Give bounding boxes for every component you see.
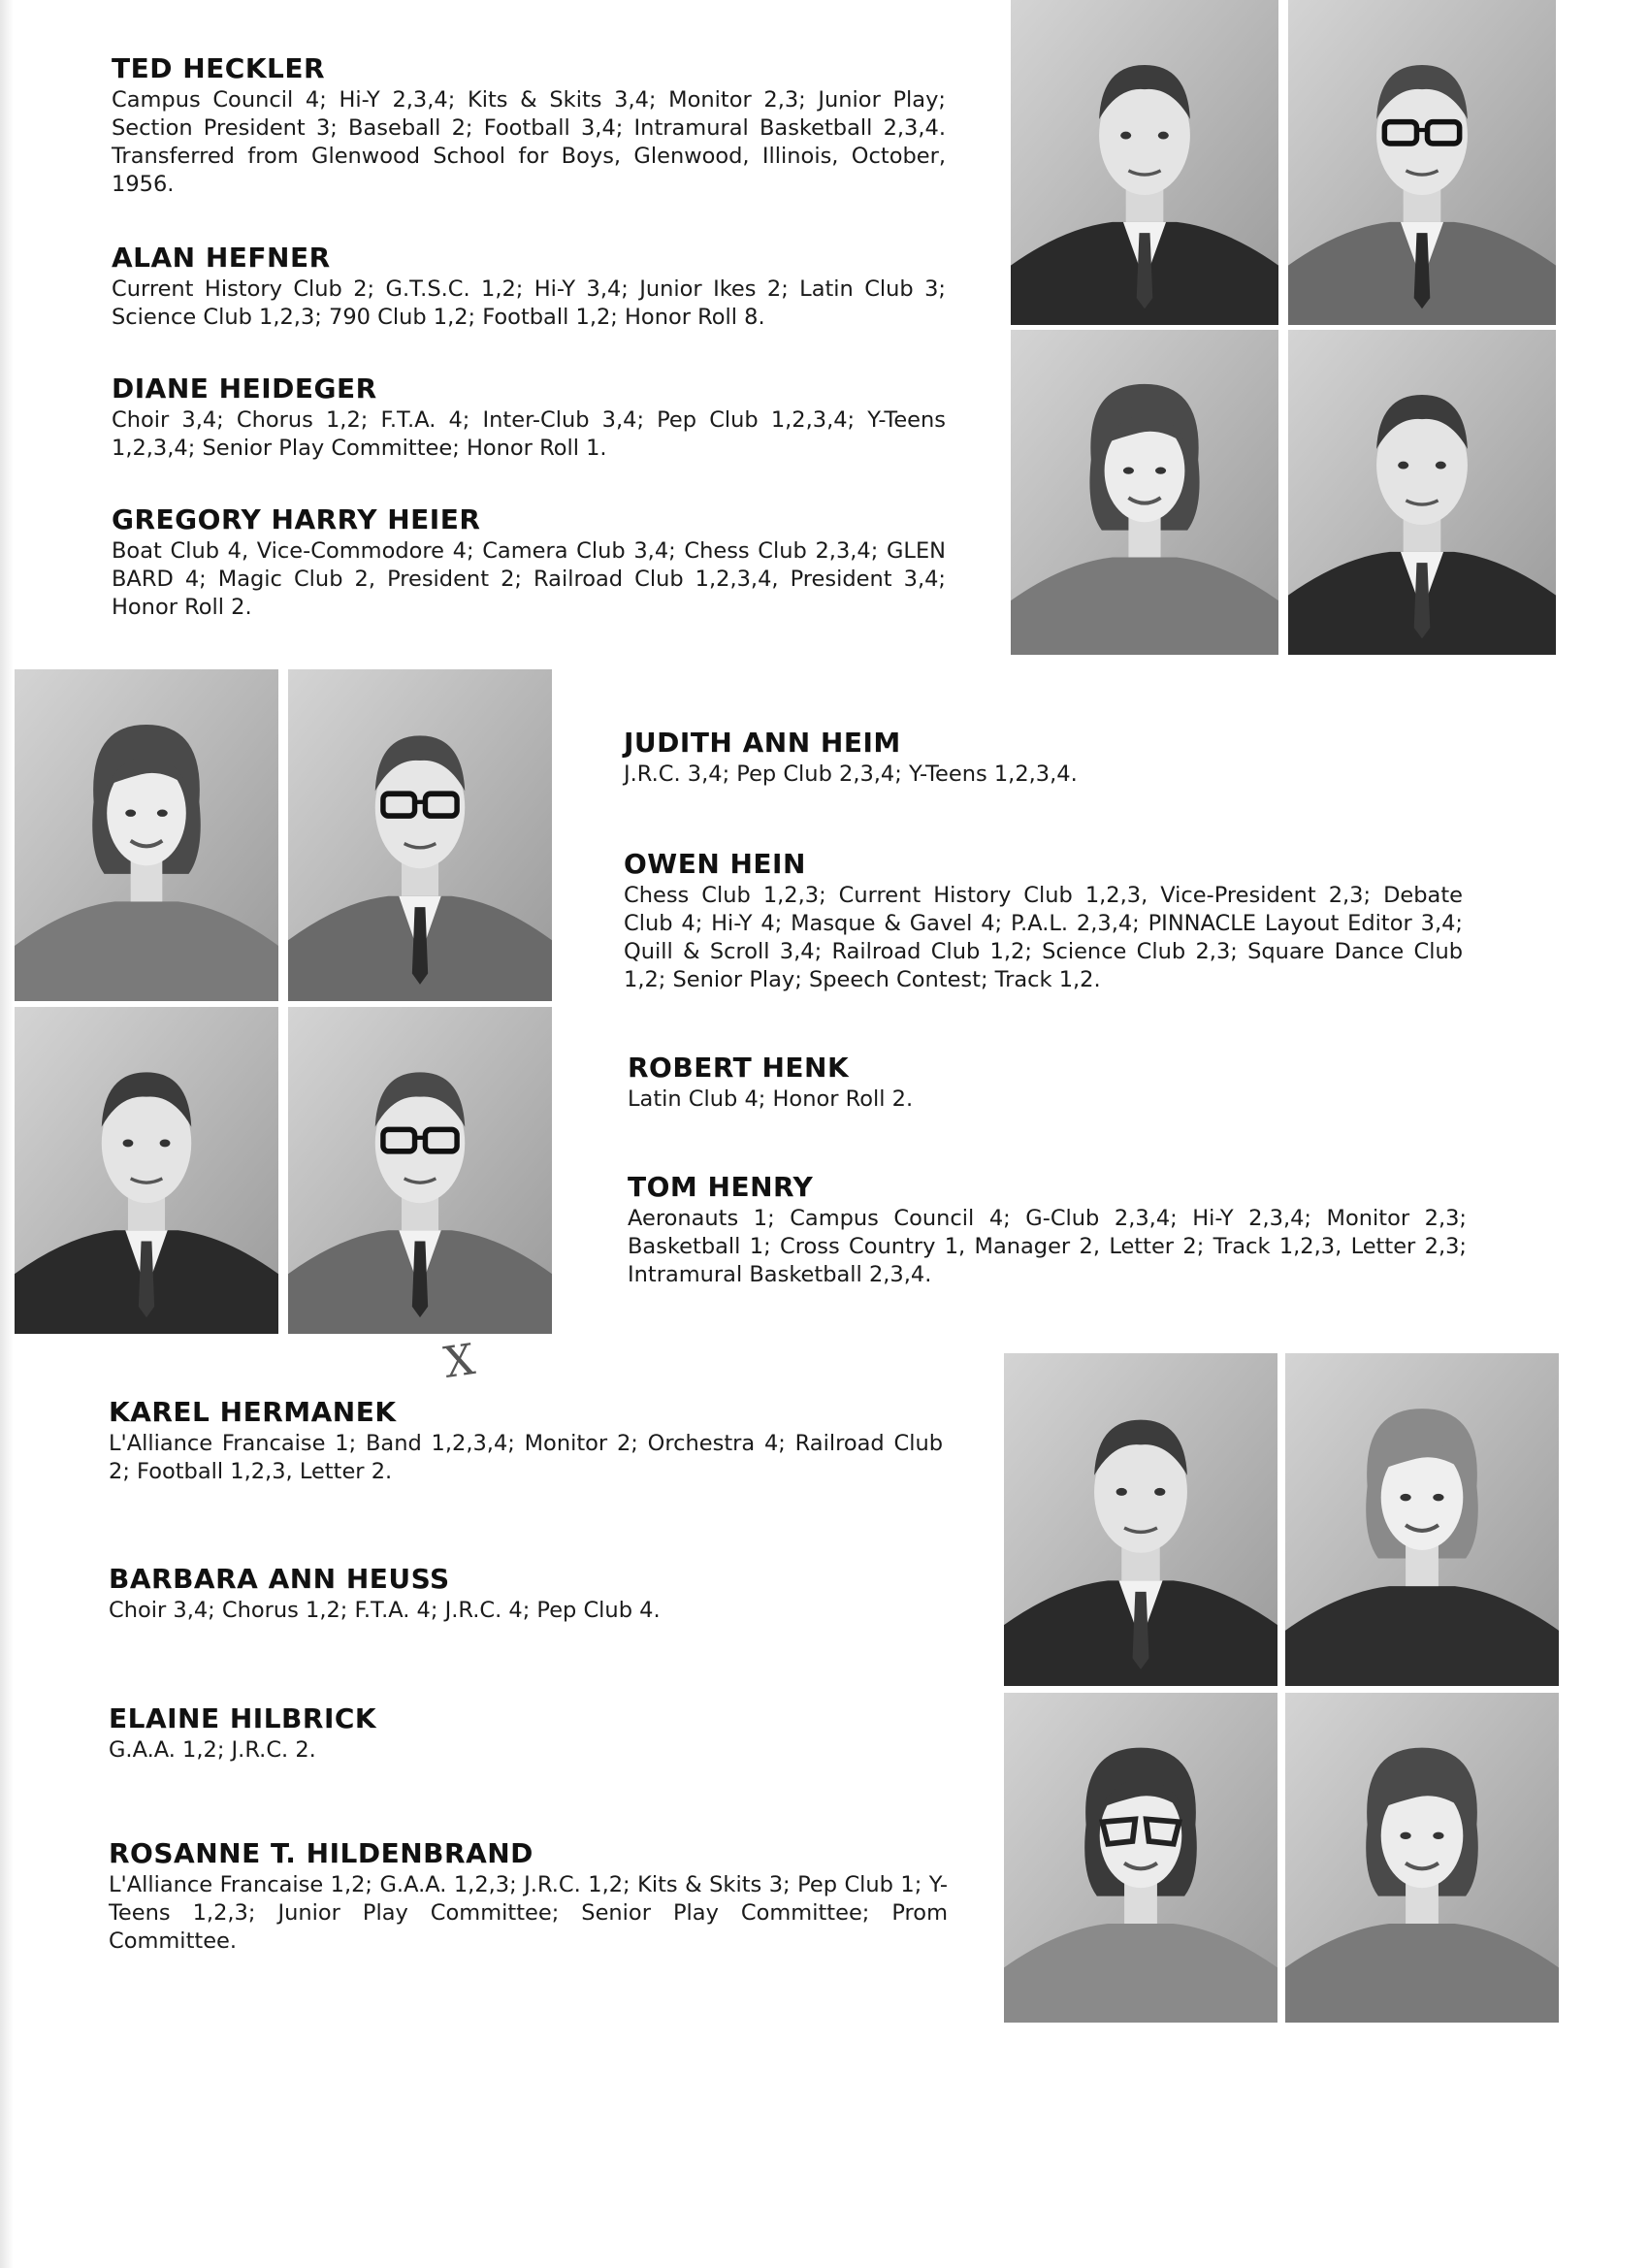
student-activities: L'Alliance Francaise 1; Band 1,2,3,4; Monitor 2; Orchestra 4; Railroad Club 2; Football 1,2,3, Letter 2. [109,1431,943,1484]
student-entry [112,53,946,199]
portrait-photo [1011,0,1278,325]
student-activities: Choir 3,4; Chorus 1,2; F.T.A. 4; Inter-Club 3,4; Pep Club 1,2,3,4; Y-Teens 1,2,3,4; Senior Play Committee; Honor Roll 1. [112,407,946,461]
student-entry [109,1838,948,1956]
student-name: ROBERT HENK [628,1052,850,1084]
portrait-photo [15,1007,278,1334]
student-activities: Current History Club 2; G.T.S.C. 1,2; Hi-Y 3,4; Junior Ikes 2; Latin Club 3; Science Club 1,2,3; 790 Club 1,2; Football 1,2; Honor Roll 8. [112,276,946,330]
student-name: JUDITH ANN HEIM [624,727,901,759]
student-entry [624,728,1463,789]
student-activities: Latin Club 4; Honor Roll 2. [628,1086,914,1112]
portrait-photo [1004,1353,1277,1686]
student-entry [628,1172,1467,1289]
student-activities: G.A.A. 1,2; J.R.C. 2. [109,1737,316,1763]
student-entry [112,373,946,463]
portrait-photo [1285,1693,1559,2023]
handwritten-mark: X [440,1335,478,1388]
portrait-photo [1011,330,1278,655]
student-activities: L'Alliance Francaise 1,2; G.A.A. 1,2,3; J.R.C. 1,2; Kits & Skits 3; Pep Club 1; Y-Teens 1,2,3; Junior Play Committee; Senior Play Committee; Prom Committee. [109,1872,948,1954]
portrait-photo [1288,0,1556,325]
portrait-photo [1004,1693,1277,2023]
student-entry [109,1703,943,1765]
portrait-photo [1288,330,1556,655]
portrait-photo [15,669,278,1001]
student-entry [112,504,946,622]
page-binding-edge [0,0,14,2268]
student-entry [109,1397,943,1486]
student-entry [628,1053,1462,1114]
student-name: ROSANNE T. HILDENBRAND [109,1837,534,1869]
student-name: DIANE HEIDEGER [112,373,377,405]
student-activities: Choir 3,4; Chorus 1,2; F.T.A. 4; J.R.C. 4; Pep Club 4. [109,1598,661,1623]
student-activities: J.R.C. 3,4; Pep Club 2,3,4; Y-Teens 1,2,3,4. [624,761,1078,787]
student-entry [624,849,1463,994]
student-name: OWEN HEIN [624,848,806,880]
photo-grid-bottom [1004,1353,1547,2023]
student-activities: Campus Council 4; Hi-Y 2,3,4; Kits & Skits 3,4; Monitor 2,3; Junior Play; Section President 3; Baseball 2; Football 3,4; Intramural Basketball 2,3,4. Transferred from Glenwood School for Boys, Glenwood, Illinois, October, 1956. [112,87,946,197]
portrait-photo [1285,1353,1559,1686]
student-activities: Boat Club 4, Vice-Commodore 4; Camera Club 3,4; Chess Club 2,3,4; GLEN BARD 4; Magic Club 2, President 2; Railroad Club 1,2,3,4, President 3,4; Honor Roll 2. [112,538,946,620]
student-name: KAREL HERMANEK [109,1396,397,1428]
student-activities: Chess Club 1,2,3; Current History Club 1,2,3, Vice-President 2,3; Debate Club 4; Hi-Y 4; Masque & Gavel 4; P.A.L. 2,3,4; PINNACLE Layout Editor 3,4; Quill & Scroll 3,4; Railroad Club 1,2; Science Club 2,3; Square Dance Club 1,2; Senior Play; Speech Contest; Track 1,2. [624,883,1463,992]
student-name: TOM HENRY [628,1171,814,1203]
student-activities: Aeronauts 1; Campus Council 4; G-Club 2,3,4; Hi-Y 2,3,4; Monitor 2,3; Basketball 1; Cross Country 1, Manager 2, Letter 2; Track 1,2,3, Letter 2,3; Intramural Basketball 2,3,4. [628,1206,1467,1287]
portrait-photo [288,1007,552,1334]
photo-grid-top [1009,0,1552,655]
student-name: TED HECKLER [112,52,326,84]
student-name: ELAINE HILBRICK [109,1702,377,1734]
student-name: GREGORY HARRY HEIER [112,503,481,535]
student-entry [109,1564,943,1625]
portrait-photo [288,669,552,1001]
student-name: ALAN HEFNER [112,242,331,274]
photo-grid-middle [15,669,553,1334]
student-name: BARBARA ANN HEUSS [109,1563,450,1595]
student-entry [112,243,946,332]
